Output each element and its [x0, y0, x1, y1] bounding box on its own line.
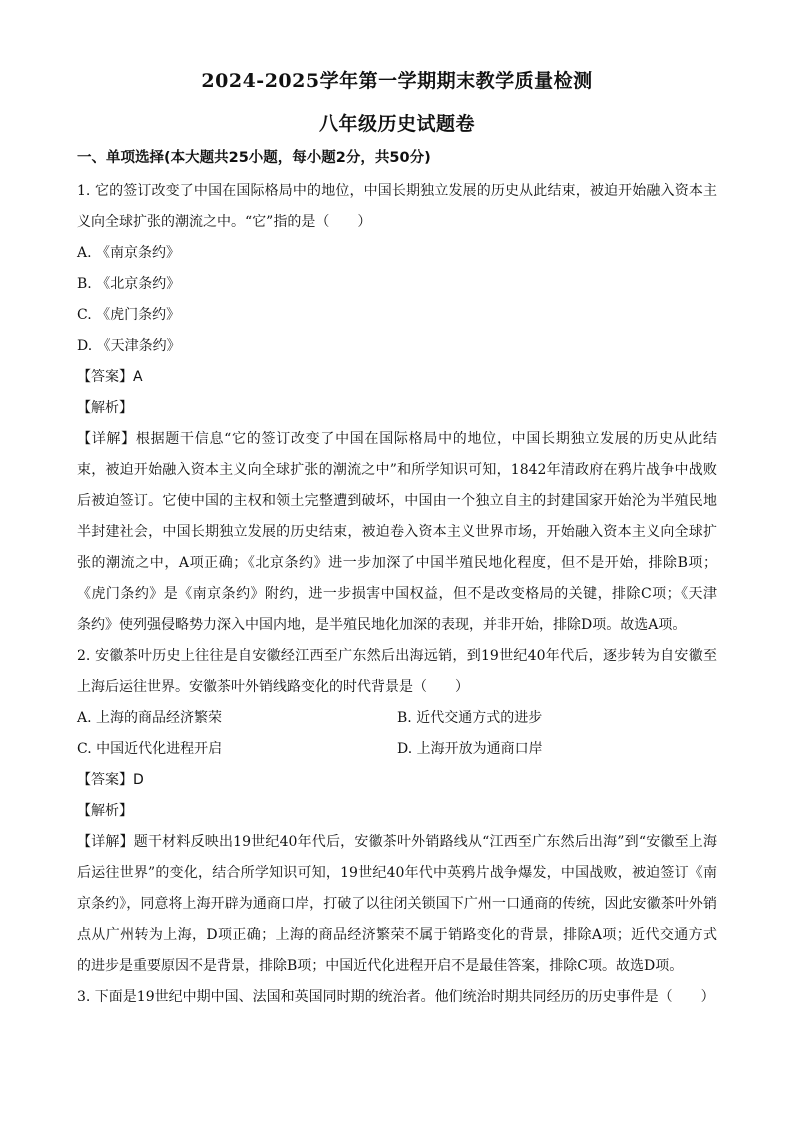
question-2-detail-line-3: 京条约》，同意将上海开辟为通商口岸，打破了以往闭关锁国下广州一口通商的传统，因此安徽茶叶外销 — [77, 896, 717, 912]
question-2-option-b: B. 近代交通方式的进步 — [397, 710, 543, 726]
question-1-answer: 【答案】A — [77, 369, 143, 385]
question-1-option-d: D. 《天津条约》 — [77, 338, 181, 354]
question-1-analysis-label: 【解析】 — [77, 400, 133, 416]
section-heading: 一、单项选择(本大题共25小题，每小题2分，共50分) — [77, 150, 431, 166]
question-2-option-d: D. 上海开放为通商口岸 — [397, 741, 543, 757]
question-1-detail-line-1: 【详解】根据题干信息“它的签订改变了中国在国际格局中的地位，中国长期独立发展的历史从此结 — [77, 431, 717, 447]
question-2-option-c: C. 中国近代化进程开启 — [77, 741, 223, 757]
question-2-answer: 【答案】D — [77, 772, 144, 788]
question-2-detail-line-4: 点从广州转为上海，D项正确；上海的商品经济繁荣不属于销路变化的背景，排除A项；近代交通方式 — [77, 927, 717, 943]
question-2-stem-line-2: 上海后运往世界。安徽茶叶外销线路变化的时代背景是（ ） — [77, 679, 469, 695]
question-1-detail-line-7: 条约》使列强侵略势力深入中国内地，是半殖民地化加深的表现，并非开始，排除D项。故选A项。 — [77, 617, 687, 633]
question-1-stem-line-1: 1. 它的签订改变了中国在国际格局中的地位，中国长期独立发展的历史从此结束，被迫开始融入资本主 — [77, 183, 717, 199]
question-1-detail-line-5: 张的潮流之中，A项正确；《北京条约》进一步加深了中国半殖民地化程度，但不是开始，排除B项； — [77, 555, 717, 571]
question-1-option-b: B. 《北京条约》 — [77, 276, 181, 292]
question-2-option-a: A. 上海的商品经济繁荣 — [77, 710, 223, 726]
question-2-detail-line-5: 的进步是重要原因不是背景，排除B项；中国近代化进程开启不是最佳答案，排除C项。故选D项。 — [77, 958, 684, 974]
question-2-detail-line-1: 【详解】题干材料反映出19世纪40年代后，安徽茶叶外销路线从“江西至广东然后出海”到“安徽至上海 — [77, 834, 717, 850]
question-list — [77, 176, 717, 1013]
question-1-detail-line-3: 后被迫签订。它使中国的主权和领土完整遭到破坏，中国由一个独立自主的封建国家开始沦为半殖民地 — [77, 493, 717, 509]
question-1-option-a: A. 《南京条约》 — [77, 245, 181, 261]
question-3-stem-line-1: 3. 下面是19世纪中期中国、法国和英国同时期的统治者。他们统治时期共同经历的历史事件是（ ） — [77, 989, 715, 1005]
question-1 — [77, 176, 717, 641]
question-2 — [77, 641, 717, 982]
question-1-detail-line-6: 《虎门条约》是《南京条约》附约，进一步损害中国权益，但不是改变格局的关键，排除C项；《天津 — [77, 586, 717, 602]
question-3 — [77, 982, 717, 1013]
question-2-detail-line-2: 后运往世界”的变化，结合所学知识可知，19世纪40年代中英鸦片战争爆发，中国战败，被迫签订《南 — [77, 865, 717, 881]
question-1-detail-line-4: 半封建社会，中国长期独立发展的历史结束，被迫卷入资本主义世界市场，开始融入资本主义向全球扩 — [77, 524, 717, 540]
exam-title: 2024-2025学年第一学期期末教学质量检测 — [201, 70, 593, 92]
exam-subtitle: 八年级历史试题卷 — [318, 113, 475, 135]
question-2-stem-line-1: 2. 安徽茶叶历史上往往是自安徽经江西至广东然后出海远销，到19世纪40年代后，逐步转为自安徽至 — [77, 648, 717, 664]
question-2-options-row-2 — [77, 734, 717, 765]
question-1-option-c: C. 《虎门条约》 — [77, 307, 181, 323]
question-1-stem-line-2: 义向全球扩张的潮流之中。“它”指的是（ ） — [77, 214, 372, 230]
question-1-detail-line-2: 束，被迫开始融入资本主义向全球扩张的潮流之中”和所学知识可知，1842年清政府在鸦片战争中战败 — [77, 462, 717, 478]
question-2-options-row-1 — [77, 703, 717, 734]
question-2-analysis-label: 【解析】 — [77, 803, 133, 819]
